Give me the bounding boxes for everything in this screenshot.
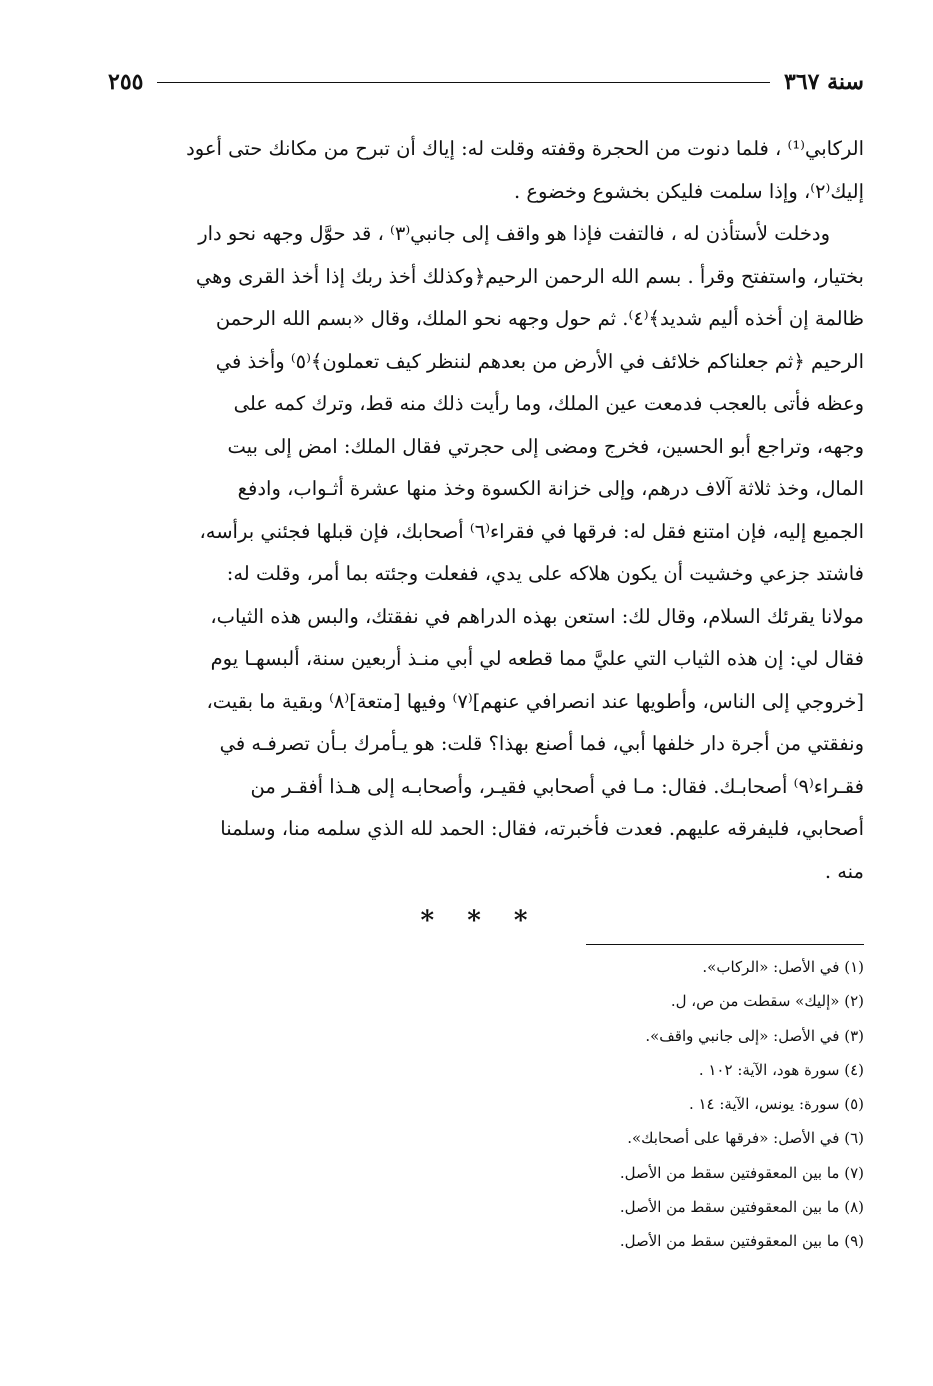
text-line: ودخلت لأستأذن له ، فالتفت فإذا هو واقف إلى جانبي⁽٣⁾ ، قد حوَّل وجهه نحو دار [198,222,830,245]
text-line: إليك⁽٢⁾، وإذا سلمت فليكن بخشوع وخضوع . [513,179,864,203]
footnote: (٢) «إليك» سقطت من ص، ل. [670,992,864,1011]
text-line: بختيار، واستفتح وقرأ . بسم الله الرحمن الرحيم﴿وكذلك أخذ ربك إذا أخذ القرى وهي [195,264,864,288]
text-line: ظالمة إن أخذه أليم شديد﴾⁽٤⁾. ثم حول وجهه نحو الملك، وقال «بسم الله الرحمن [215,307,864,330]
footnote: (٤) سورة هود، الآية: ١٠٢ . [698,1060,864,1079]
page-number: ٢٥٥ [108,69,144,95]
footnote: (٦) في الأصل: «فرقها على أصحابك». [627,1129,864,1148]
text-line: فقـراء⁽٩⁾ أصحابـك. فقال: مـا في أصحابي فقيـر، وأصحابـه إلى هـذا أفقـر من [250,774,864,798]
text-line: مولانا يقرئك السلام، وقال لك: استعن بهذه الدراهم في نفقتك، والبس هذه الثياب، [210,604,864,628]
footnote-rule [586,944,864,945]
text-line: الرحيم ﴿ثم جعلناكم خلائف في الأرض من بعدهم لننظر كيف تعملون﴾⁽٥⁾ وأخذ في [215,349,864,373]
text-line: وعظه فأتى بالعجب فدمعت عين الملك، وما رأيت ذلك منه قط، وترك كمه على [233,392,864,415]
text-line: منه . [824,859,864,883]
running-title: سنة ٣٦٧ [784,69,864,95]
text-line: المال، وخذ ثلاثة آلاف درهم، وإلى خزانة الكسوة وخذ منها عشرة أثـواب، وادفع [237,477,864,500]
main-text [116,128,864,893]
footnote: (٧) ما بين المعقوفتين سقط من الأصل. [619,1163,864,1182]
text-line: الجميع إليه، فإن امتنع فقل له: فرقها في فقراء⁽٦⁾ أصحابك، فإن قبلها فجئني برأسه، [199,519,864,543]
text-line: وجهه، وتراجع أبو الحسين، فخرج ومضى إلى حجرتي فقال الملك: امض إلى بيت [227,434,864,458]
footnote: (٨) ما بين المعقوفتين سقط من الأصل. [619,1198,864,1217]
text-line: الركابي⁽¹⁾ ، فلما دنوت من الحجرة وقفته وقلت له: إياك أن تبرح من مكانك حتى أعود [186,137,864,160]
footnotes [380,950,864,1259]
section-separator: * * * [420,906,540,936]
text-line: أصحابي، فليفرقه عليهم. فعدت فأخبرته، فقال: الحمد لله الذي سلمه منا، وسلمنا [220,817,864,840]
text-line: فاشتد جزعي وخشيت أن يكون هلاكه على يدي، ففعلت وجئته بما أمر، وقلت له: [226,562,864,585]
header-rule [157,82,770,83]
text-line: ونفقتي من أجرة دار خلفها أبي، فما أصنع بهذا؟ قلت: هو يـأمرك بـأن تصرفـه في [219,732,864,755]
text-line: [خروجي إلى الناس، وأطويها عند انصرافي عنهم]⁽٧⁾ وفيها [متعة]⁽٨⁾ وبقية ما بقيت، [206,689,864,713]
page-header [108,62,864,102]
text-line: فقال لي: إن هذه الثياب التي عليَّ مما قطعه لي أبي منـذ أربعين سنة، ألبسهـا يوم [210,647,864,670]
footnote: (٩) ما بين المعقوفتين سقط من الأصل. [619,1232,864,1251]
footnote: (١) في الأصل: «الركاب». [702,958,864,976]
footnote: (٣) في الأصل: «إلى جانبي واقف». [645,1026,864,1045]
footnote: (٥) سورة: يونس، الآية: ١٤ . [688,1095,864,1114]
